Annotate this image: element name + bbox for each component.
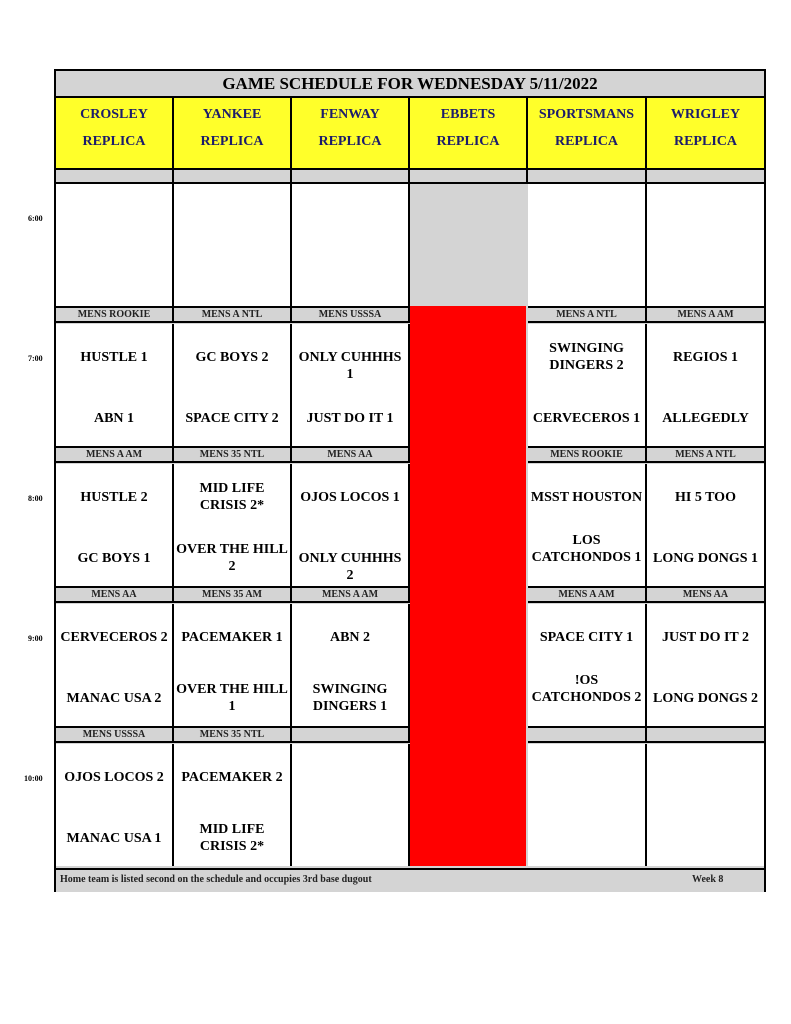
division-label: MENS 35 NTL — [174, 726, 292, 743]
field-header-bar — [56, 168, 174, 184]
game-cell — [528, 744, 647, 866]
visitor-team: PACEMAKER 1 — [181, 630, 283, 645]
field-header-ebbets — [410, 98, 528, 168]
home-team: MANAC USA 1 — [66, 831, 162, 846]
field-type: REPLICA — [554, 134, 618, 149]
visitor-team: HUSTLE 1 — [80, 350, 148, 365]
game-cell — [174, 464, 292, 586]
schedule-footer — [56, 868, 764, 892]
division-label — [528, 726, 647, 743]
home-team-note: Home team is listed second on the schedule and occupies 3rd base dugout — [60, 874, 372, 885]
home-team: SPACE CITY 2 — [185, 411, 279, 426]
game-cell — [174, 744, 292, 866]
home-team: !OS CATCHONDOS 2 — [531, 673, 642, 705]
field-name: FENWAY — [320, 107, 380, 122]
week-label: Week 8 — [692, 874, 724, 885]
home-team: LONG DONGS 1 — [652, 551, 758, 566]
division-label: MENS A NTL — [174, 306, 292, 323]
division-label: MENS AA — [292, 446, 410, 463]
division-label: MENS A AM — [647, 306, 764, 323]
home-team: ALLEGEDLY — [662, 411, 749, 426]
visitor-team: HI 5 TOO — [675, 490, 736, 505]
field-header-bar — [292, 168, 410, 184]
division-label — [292, 726, 410, 743]
field-type: REPLICA — [200, 134, 264, 149]
game-cell — [56, 604, 174, 726]
field-closed-block — [410, 306, 526, 866]
field-type: REPLICA — [673, 134, 737, 149]
game-cell — [292, 744, 410, 866]
home-team: ABN 1 — [93, 411, 135, 426]
game-cell — [647, 324, 764, 446]
division-label — [647, 726, 764, 743]
schedule-title: GAME SCHEDULE FOR WEDNESDAY 5/11/2022 — [56, 71, 764, 98]
division-label: MENS 35 NTL — [174, 446, 292, 463]
field-name: CROSLEY — [80, 107, 148, 122]
visitor-team: OJOS LOCOS 1 — [300, 490, 400, 505]
division-label: MENS 35 AM — [174, 586, 292, 603]
field-header-crosley — [56, 98, 174, 168]
visitor-team: SWINGING DINGERS 2 — [549, 341, 624, 373]
visitor-team: MSST HOUSTON — [530, 490, 643, 505]
time-label: 10:00 — [24, 774, 43, 783]
division-label: MENS ROOKIE — [56, 306, 174, 323]
visitor-team: ABN 2 — [329, 630, 371, 645]
division-label: MENS A AM — [292, 586, 410, 603]
field-name: SPORTSMANS — [538, 107, 635, 122]
division-label: MENS A AM — [528, 586, 647, 603]
field-header-bar — [647, 168, 764, 184]
field-header-fenway — [292, 98, 410, 168]
game-cell — [647, 184, 764, 306]
division-label: MENS A AM — [56, 446, 174, 463]
home-team: CERVECEROS 1 — [532, 411, 641, 426]
game-cell — [292, 604, 410, 726]
visitor-team: CERVECEROS 2 — [60, 630, 168, 645]
visitor-team: JUST DO IT 2 — [661, 630, 749, 645]
visitor-team: REGIOS 1 — [673, 350, 738, 365]
division-label: MENS A NTL — [528, 306, 647, 323]
visitor-team: OJOS LOCOS 2 — [64, 770, 164, 785]
division-label: MENS USSSA — [292, 306, 410, 323]
home-team: LONG DONGS 2 — [652, 691, 758, 706]
game-cell — [292, 464, 410, 586]
visitor-team: SPACE CITY 1 — [539, 630, 634, 645]
field-header-bar — [528, 168, 647, 184]
game-cell — [528, 464, 647, 586]
game-cell — [528, 324, 647, 446]
field-name: WRIGLEY — [670, 107, 741, 122]
game-cell — [647, 464, 764, 586]
division-label: MENS ROOKIE — [528, 446, 647, 463]
game-cell — [174, 604, 292, 726]
field-type: REPLICA — [318, 134, 382, 149]
field-name: EBBETS — [440, 107, 496, 122]
division-label: MENS AA — [56, 586, 174, 603]
field-header-bar — [410, 168, 528, 184]
visitor-team: PACEMAKER 2 — [181, 770, 283, 785]
game-cell — [647, 744, 764, 866]
home-team: JUST DO IT 1 — [306, 411, 394, 426]
game-cell — [174, 324, 292, 446]
field-name: YANKEE — [202, 107, 262, 122]
game-cell — [56, 464, 174, 586]
schedule-sheet — [54, 69, 766, 892]
time-label: 9:00 — [28, 634, 43, 643]
game-cell — [56, 324, 174, 446]
time-label: 6:00 — [28, 214, 43, 223]
visitor-team: ONLY CUHHHS 1 — [298, 350, 402, 382]
home-team: MANAC USA 2 — [66, 691, 162, 706]
field-type: REPLICA — [82, 134, 146, 149]
home-team: ONLY CUHHHS 2 — [298, 551, 402, 583]
division-label: MENS A NTL — [647, 446, 764, 463]
field-header-bar — [174, 168, 292, 184]
division-label: MENS AA — [647, 586, 764, 603]
time-label: 8:00 — [28, 494, 43, 503]
visitor-team: MID LIFE CRISIS 2* — [199, 481, 265, 513]
home-team: OVER THE HILL 2 — [176, 542, 288, 574]
game-cell — [292, 324, 410, 446]
home-team: GC BOYS 1 — [77, 551, 151, 566]
visitor-team: GC BOYS 2 — [195, 350, 269, 365]
game-cell — [56, 184, 174, 306]
home-team: SWINGING DINGERS 1 — [312, 682, 388, 714]
field-header-sportsmans — [528, 98, 647, 168]
field-type: REPLICA — [436, 134, 500, 149]
game-cell — [647, 604, 764, 726]
game-cell — [56, 744, 174, 866]
home-team: MID LIFE CRISIS 2* — [199, 822, 265, 854]
home-team: OVER THE HILL 1 — [176, 682, 288, 714]
game-cell — [174, 184, 292, 306]
game-cell — [528, 184, 647, 306]
field-header-yankee — [174, 98, 292, 168]
field-header-wrigley — [647, 98, 764, 168]
time-label: 7:00 — [28, 354, 43, 363]
game-cell — [528, 604, 647, 726]
visitor-team: HUSTLE 2 — [80, 490, 148, 505]
game-cell — [292, 184, 410, 306]
home-team: LOS CATCHONDOS 1 — [531, 533, 642, 565]
division-label: MENS USSSA — [56, 726, 174, 743]
